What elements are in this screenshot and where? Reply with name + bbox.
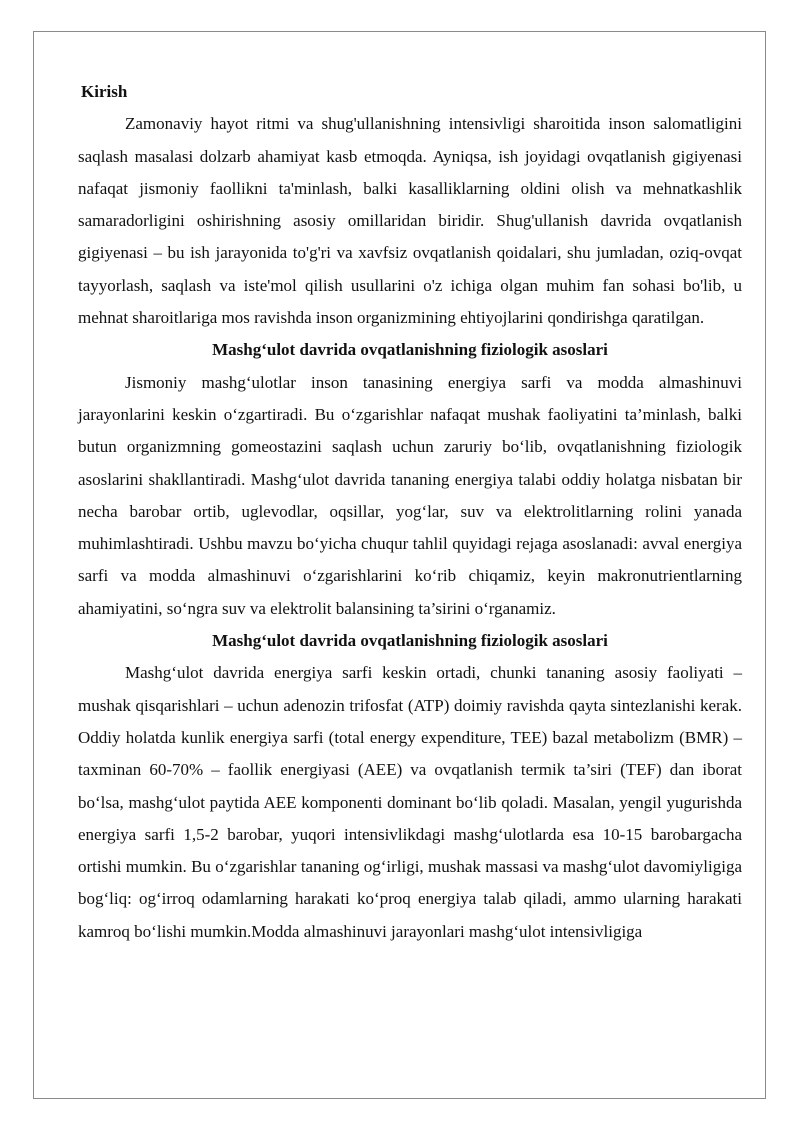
section-heading-2: Mashg‘ulot davrida ovqatlanishning fiziologik asoslari: [212, 631, 608, 651]
section-paragraph-2: Mashg‘ulot davrida energiya sarfi keskin ortadi, chunki tananing asosiy faoliyati – mushak qisqarishlari – uchun adenozin trifosfat (ATP) doimiy ravishda qayta sintezlanishi kerak. Oddiy holatda kunlik energiya sarfi (total energy expenditure, TEE) bazal metabolizm (BMR) – taxminan 60-70% – faollik energiyasi (AEE) va ovqatlanish termik ta’siri (TEF) dan iborat bo‘lsa, mashg‘ulot paytida AEE komponenti dominant bo‘lib qoladi. Masalan, yengil yugurishda energiya sarfi 1,5-2 barobar, yuqori intensivlikdagi mashg‘ulotlarda esa 10-15 barobargacha ortishi mumkin. Bu o‘zgarishlar tananing og‘irligi, mushak massasi va mashg‘ulot davomiyligiga bog‘liq: og‘irroq odamlarning harakati ko‘proq energiya talab qiladi, ammo ularning harakati kamroq bo‘lishi mumkin.Modda almashinuvi jarayonlari mashg‘ulot intensivligiga: [78, 663, 742, 941]
section-heading-1: Mashg‘ulot davrida ovqatlanishning fiziologik asoslari: [212, 340, 608, 360]
intro-paragraph: Zamonaviy hayot ritmi va shug'ullanishning intensivligi sharoitida inson salomatligini saqlash masalasi dolzarb ahamiyat kasb etmoqda. Ayniqsa, ish joyidagi ovqatlanish gigiyenasi nafaqat jismoniy faollikni ta'minlash, balki kasalliklarning oldini olish va mehnatkashlik samaradorligini oshirishning asosiy omillaridan biridir. Shug'ullanish davrida ovqatlanish gigiyenasi – bu ish jarayonida to'g'ri va xavfsiz ovqatlanish qoidalari, shu jumladan, oziq-ovqat tayyorlash, saqlash va iste'mol qilish usullarini o'z ichiga olgan muhim fan sohasi bo'lib, u mehnat sharoitlariga mos ravishda inson organizmining ehtiyojlarini qondirishga qaratilgan.: [78, 114, 742, 328]
section-paragraph-1: Jismoniy mashg‘ulotlar inson tanasining energiya sarfi va modda almashinuvi jarayonlarini keskin o‘zgartiradi. Bu o‘zgarishlar nafaqat mushak faoliyatini ta’minlash, balki butun organizmning gomeostazini saqlash uchun zaruriy bo‘lib, ovqatlanishning fiziologik asoslarini shakllantiradi. Mashg‘ulot davrida tananing energiya talabi oddiy holatga nisbatan bir necha barobar ortib, uglevodlar, oqsillar, yog‘lar, suv va elektrolitlarning rolini yanada muhimlashtiradi. Ushbu mavzu bo‘yicha chuqur tahlil quyidagi rejaga asoslanadi: avval energiya sarfi va modda almashinuvi o‘zgarishlarini ko‘rib chiqamiz, keyin makronutrientlarning ahamiyatini, so‘ngra suv va elektrolit balansining ta’sirini o‘rganamiz.: [78, 372, 742, 618]
intro-heading: Kirish: [81, 82, 128, 101]
document-body: [78, 76, 742, 948]
